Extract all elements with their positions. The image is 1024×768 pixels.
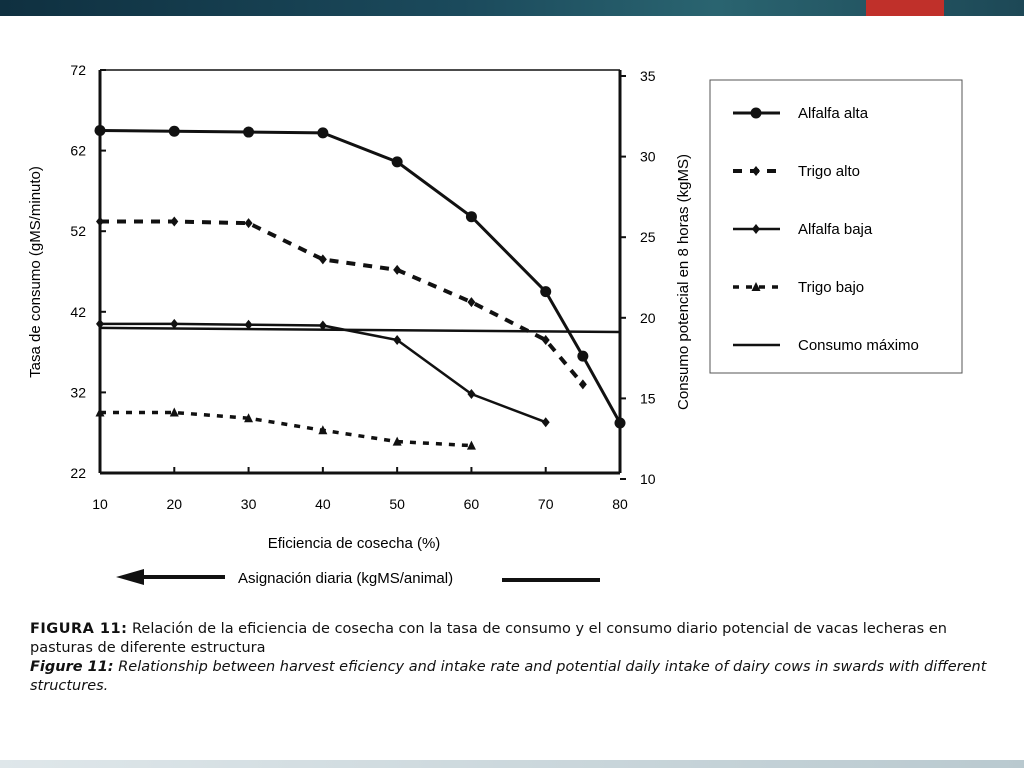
data-point bbox=[540, 286, 551, 297]
data-point bbox=[392, 156, 403, 167]
data-point bbox=[243, 127, 254, 138]
x-tick-label: 70 bbox=[537, 496, 554, 512]
series-line bbox=[100, 413, 471, 446]
series-alfalfa-alta bbox=[95, 125, 626, 429]
data-point bbox=[170, 408, 179, 417]
legend-label: Trigo alto bbox=[798, 163, 860, 180]
data-point bbox=[542, 417, 550, 427]
x-tick-label: 30 bbox=[240, 496, 257, 512]
series-consumo-máximo bbox=[100, 328, 620, 332]
legend-item bbox=[733, 163, 860, 180]
figure-caption bbox=[30, 620, 990, 696]
legend-item bbox=[733, 105, 869, 122]
caption-es-text: Relación de la eficiencia de cosecha con la tasa de consumo y el consumo diario potencial de vacas lecheras en pasturas de diferente estructura bbox=[30, 621, 947, 656]
data-point bbox=[317, 127, 328, 138]
legend-marker bbox=[752, 166, 760, 176]
y2-tick-label: 35 bbox=[640, 68, 656, 84]
y-tick-label: 62 bbox=[70, 142, 86, 159]
bottom-banner bbox=[0, 760, 1024, 768]
data-point bbox=[169, 126, 180, 137]
legend-marker bbox=[752, 224, 760, 234]
legend-label: Alfalfa alta bbox=[798, 105, 869, 122]
x-tick-label: 50 bbox=[389, 496, 405, 512]
legend-item bbox=[733, 221, 873, 238]
caption-es-label: FIGURA 11: bbox=[30, 621, 128, 637]
caption-en-label: Figure 11: bbox=[30, 659, 114, 675]
data-point bbox=[615, 418, 626, 429]
data-point bbox=[467, 441, 476, 450]
y-tick-label: 72 bbox=[70, 62, 86, 78]
legend-label: Consumo máximo bbox=[798, 337, 919, 354]
series-line bbox=[100, 324, 546, 422]
series-trigo-alto bbox=[96, 217, 587, 390]
y2-axis-label: Consumo potencial en 8 horas (kgMS) bbox=[675, 154, 692, 410]
series-line bbox=[100, 222, 583, 385]
y-tick-label: 22 bbox=[70, 465, 86, 481]
series-line bbox=[100, 328, 620, 332]
data-point bbox=[170, 217, 178, 227]
y2-tick-label: 30 bbox=[640, 148, 656, 165]
y2-tick-label: 20 bbox=[640, 309, 656, 326]
data-point bbox=[577, 351, 588, 362]
y2-tick-label: 10 bbox=[640, 471, 656, 487]
legend-item bbox=[733, 279, 864, 296]
daily-allocation-label: Asignación diaria (kgMS/animal) bbox=[238, 570, 454, 587]
legend-item bbox=[733, 337, 919, 354]
series-trigo-bajo bbox=[96, 408, 476, 450]
x-tick-label: 20 bbox=[166, 496, 183, 512]
data-point bbox=[466, 211, 477, 222]
data-point bbox=[95, 125, 106, 136]
data-point bbox=[393, 265, 401, 275]
daily-allocation-axis bbox=[116, 569, 600, 587]
data-point bbox=[318, 425, 327, 434]
y-tick-label: 32 bbox=[70, 384, 86, 401]
data-point bbox=[579, 379, 587, 389]
data-point bbox=[96, 217, 104, 227]
legend-label: Alfalfa baja bbox=[798, 221, 873, 238]
caption-en-text: Relationship between harvest eficiency and intake rate and potential daily intake of dairy cows in swards with different structures. bbox=[30, 659, 987, 694]
y-axis-label: Tasa de consumo (gMS/minuto) bbox=[27, 166, 44, 378]
legend-marker bbox=[751, 108, 762, 119]
series-alfalfa-baja bbox=[96, 319, 550, 427]
caption-spanish bbox=[30, 620, 990, 658]
y-tick-label: 52 bbox=[70, 223, 86, 240]
data-point bbox=[245, 218, 253, 228]
caption-english bbox=[30, 658, 990, 696]
x-tick-label: 60 bbox=[463, 496, 480, 512]
x-tick-label: 40 bbox=[315, 496, 331, 512]
y-tick-label: 42 bbox=[70, 303, 86, 320]
series-line bbox=[100, 130, 620, 423]
legend-label: Trigo bajo bbox=[798, 279, 865, 296]
x-tick-label: 80 bbox=[612, 496, 628, 512]
x-tick-label: 10 bbox=[92, 496, 108, 512]
y2-tick-label: 25 bbox=[640, 229, 656, 246]
x-axis-label: Eficiencia de cosecha (%) bbox=[267, 535, 441, 552]
y2-tick-label: 15 bbox=[640, 390, 656, 407]
